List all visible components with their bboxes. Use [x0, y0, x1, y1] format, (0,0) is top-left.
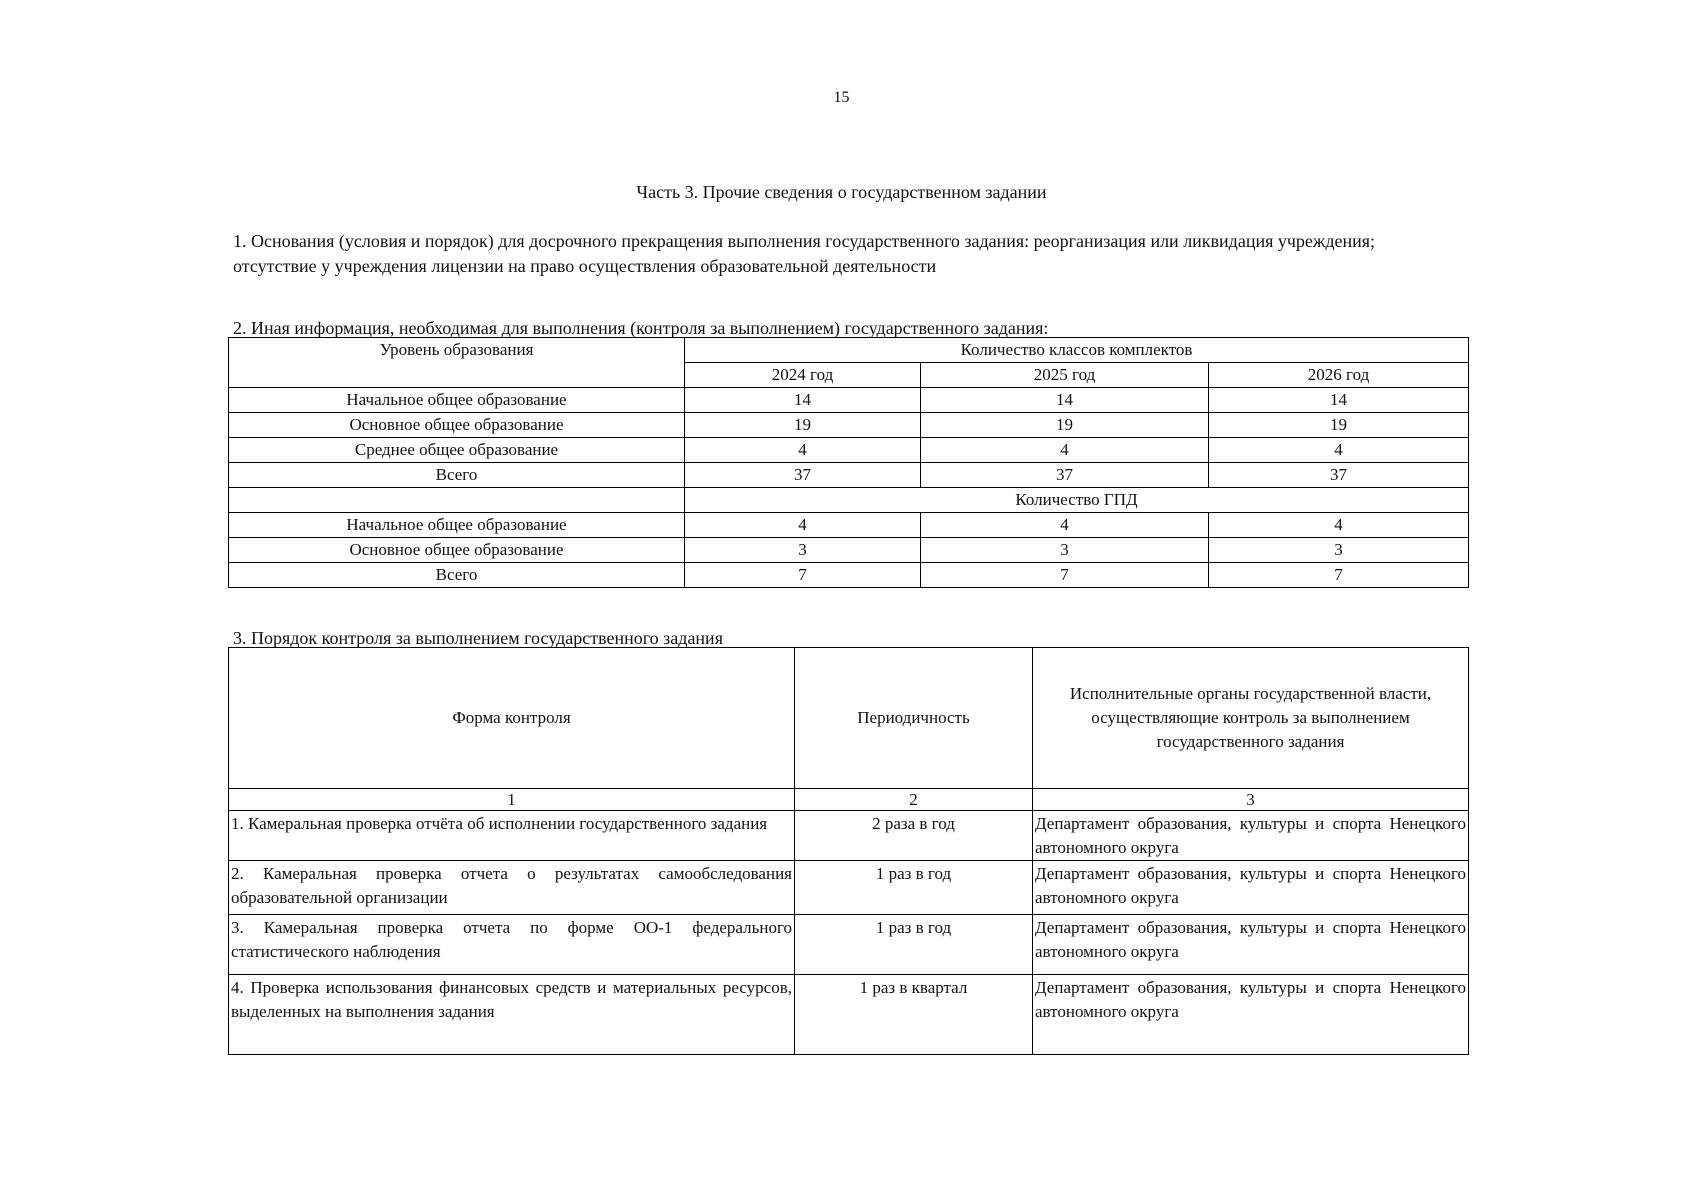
section3-heading: 3. Порядок контроля за выполнением государственного задания — [233, 628, 723, 648]
periodicity-cell: 1 раз в год — [795, 915, 1033, 975]
table-row — [229, 975, 1469, 1055]
table-row — [229, 915, 1469, 975]
table-row — [229, 463, 1469, 488]
value-cell: 4 — [1209, 438, 1469, 463]
control-form-cell: 1. Камеральная проверка отчёта об исполнении государственного задания — [229, 811, 795, 861]
value-cell: 4 — [921, 513, 1209, 538]
control-table — [228, 647, 1469, 1055]
column-number: 1 — [229, 789, 795, 811]
authority-cell: Департамент образования, культуры и спорта Ненецкого автономного округа — [1033, 975, 1469, 1055]
header-periodicity: Периодичность — [795, 648, 1033, 789]
header-year: 2024 год — [685, 363, 921, 388]
header-gpd-count: Количество ГПД — [685, 488, 1469, 513]
authority-cell: Департамент образования, культуры и спорта Ненецкого автономного округа — [1033, 811, 1469, 861]
value-cell: 14 — [921, 388, 1209, 413]
value-cell: 4 — [921, 438, 1209, 463]
level-cell: Основное общее образование — [229, 413, 685, 438]
value-cell: 3 — [685, 538, 921, 563]
class-count-table — [228, 337, 1469, 588]
level-cell: Всего — [229, 563, 685, 588]
value-cell: 19 — [685, 413, 921, 438]
table-row — [229, 513, 1469, 538]
column-number: 2 — [795, 789, 1033, 811]
value-cell: 37 — [921, 463, 1209, 488]
empty-cell — [229, 488, 685, 513]
value-cell: 3 — [921, 538, 1209, 563]
header-class-count: Количество классов комплектов — [685, 338, 1469, 363]
table-row — [229, 438, 1469, 463]
table-row — [229, 538, 1469, 563]
level-cell: Всего — [229, 463, 685, 488]
value-cell: 37 — [685, 463, 921, 488]
value-cell: 14 — [685, 388, 921, 413]
periodicity-cell: 1 раз в квартал — [795, 975, 1033, 1055]
part-title: Часть 3. Прочие сведения о государственном задании — [636, 182, 1047, 202]
column-number: 3 — [1033, 789, 1469, 811]
periodicity-cell: 2 раза в год — [795, 811, 1033, 861]
value-cell: 3 — [1209, 538, 1469, 563]
value-cell: 7 — [685, 563, 921, 588]
value-cell: 4 — [685, 438, 921, 463]
page-number: 15 — [833, 89, 850, 106]
table-row — [229, 563, 1469, 588]
table-row — [229, 413, 1469, 438]
section1-text: 1. Основания (условия и порядок) для досрочного прекращения выполнения государственного задания: реорганизация или ликвидация учреждения; отсутствие у учреждения лицензии на право осуществления образовательной деятельности — [233, 231, 1376, 276]
control-form-cell: 3. Камеральная проверка отчета по форме ОО-1 федерального статистического наблюдения — [229, 915, 795, 975]
header-education-level: Уровень образования — [229, 338, 685, 388]
level-cell: Начальное общее образование — [229, 388, 685, 413]
table-row — [229, 861, 1469, 915]
level-cell: Среднее общее образование — [229, 438, 685, 463]
periodicity-cell: 1 раз в год — [795, 861, 1033, 915]
section2-heading: 2. Иная информация, необходимая для выполнения (контроля за выполнением) государственного задания: — [233, 318, 1049, 338]
authority-cell: Департамент образования, культуры и спорта Ненецкого автономного округа — [1033, 861, 1469, 915]
level-cell: Начальное общее образование — [229, 513, 685, 538]
header-control-form: Форма контроля — [229, 648, 795, 789]
control-form-cell: 2. Камеральная проверка отчета о результатах самообследования образовательной организации — [229, 861, 795, 915]
value-cell: 14 — [1209, 388, 1469, 413]
table-row — [229, 811, 1469, 861]
table-row — [229, 388, 1469, 413]
header-year: 2026 год — [1209, 363, 1469, 388]
level-cell: Основное общее образование — [229, 538, 685, 563]
value-cell: 19 — [921, 413, 1209, 438]
value-cell: 4 — [1209, 513, 1469, 538]
value-cell: 4 — [685, 513, 921, 538]
value-cell: 19 — [1209, 413, 1469, 438]
authority-cell: Департамент образования, культуры и спорта Ненецкого автономного округа — [1033, 915, 1469, 975]
value-cell: 7 — [921, 563, 1209, 588]
control-form-cell: 4. Проверка использования финансовых средств и материальных ресурсов, выделенных на выполнения задания — [229, 975, 795, 1055]
header-year: 2025 год — [921, 363, 1209, 388]
value-cell: 7 — [1209, 563, 1469, 588]
value-cell: 37 — [1209, 463, 1469, 488]
header-authorities: Исполнительные органы государственной власти, осуществляющие контроль за выполнением государственного задания — [1033, 648, 1469, 789]
